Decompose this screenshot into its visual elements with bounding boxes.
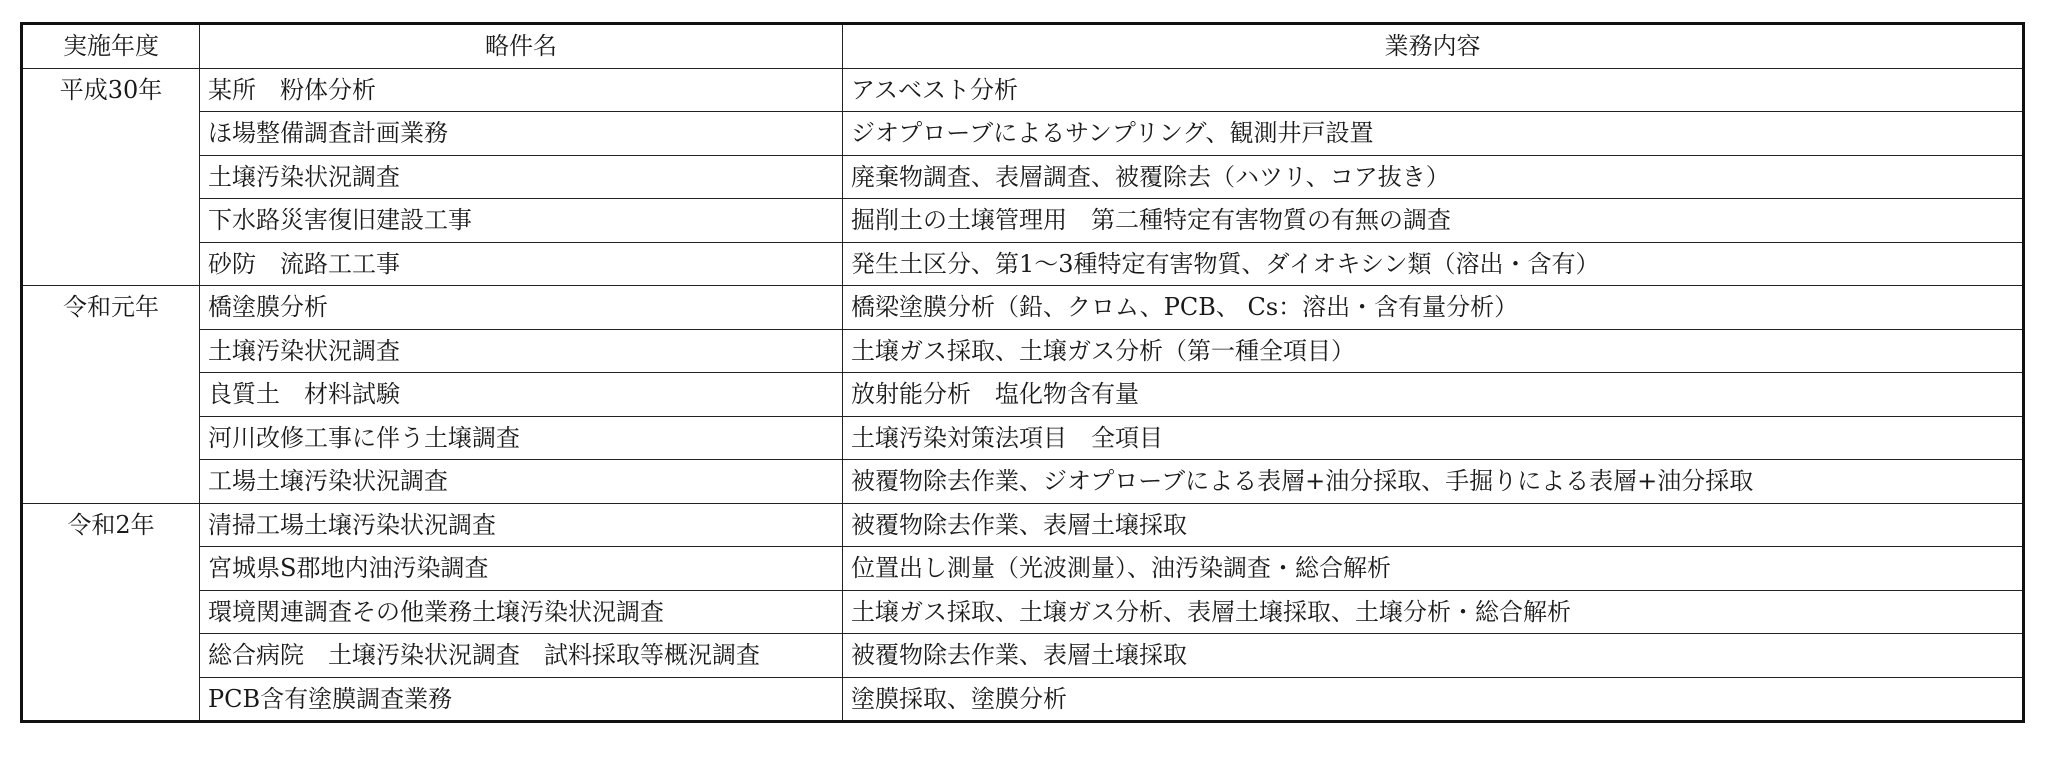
table-row — [22, 286, 2024, 330]
project-name-cell: 工場土壌汚染状況調査 — [200, 460, 843, 504]
project-name-cell: 宮城県S郡地内油汚染調査 — [200, 547, 843, 591]
table-row — [22, 329, 2024, 373]
table-row — [22, 199, 2024, 243]
work-content-cell: 放射能分析 塩化物含有量 — [843, 373, 2024, 417]
project-name-cell: 河川改修工事に伴う土壌調査 — [200, 416, 843, 460]
year-cell: 令和2年 — [22, 503, 200, 722]
project-name-cell: 橋塗膜分析 — [200, 286, 843, 330]
table-container — [20, 22, 2022, 723]
table-row — [22, 68, 2024, 112]
header-year: 実施年度 — [22, 24, 200, 69]
work-content-cell: ジオプローブによるサンプリング、観測井戸設置 — [843, 112, 2024, 156]
project-name-cell: 土壌汚染状況調査 — [200, 329, 843, 373]
year-cell: 平成30年 — [22, 68, 200, 286]
work-content-cell: 塗膜採取、塗膜分析 — [843, 677, 2024, 722]
project-table — [20, 22, 2025, 723]
header-work-content: 業務内容 — [843, 24, 2024, 69]
project-name-cell: 環境関連調査その他業務土壌汚染状況調査 — [200, 590, 843, 634]
work-content-cell: 掘削土の土壌管理用 第二種特定有害物質の有無の調査 — [843, 199, 2024, 243]
project-name-cell: 土壌汚染状況調査 — [200, 155, 843, 199]
table-row — [22, 503, 2024, 547]
work-content-cell: 橋梁塗膜分析（鉛、クロム、PCB、 Cs：溶出・含有量分析） — [843, 286, 2024, 330]
work-content-cell: 土壌ガス採取、土壌ガス分析（第一種全項目） — [843, 329, 2024, 373]
work-content-cell: アスベスト分析 — [843, 68, 2024, 112]
project-name-cell: PCB含有塗膜調査業務 — [200, 677, 843, 722]
work-content-cell: 被覆物除去作業、表層土壌採取 — [843, 634, 2024, 678]
project-name-cell: 総合病院 土壌汚染状況調査 試料採取等概況調査 — [200, 634, 843, 678]
table-row — [22, 547, 2024, 591]
work-content-cell: 被覆物除去作業、表層土壌採取 — [843, 503, 2024, 547]
work-content-cell: 発生土区分、第1～3種特定有害物質、ダイオキシン類（溶出・含有） — [843, 242, 2024, 286]
work-content-cell: 位置出し測量（光波測量）、油汚染調査・総合解析 — [843, 547, 2024, 591]
table-row — [22, 155, 2024, 199]
table-row — [22, 242, 2024, 286]
work-content-cell: 廃棄物調査、表層調査、被覆除去（ハツリ、コア抜き） — [843, 155, 2024, 199]
table-row — [22, 460, 2024, 504]
work-content-cell: 土壌ガス採取、土壌ガス分析、表層土壌採取、土壌分析・総合解析 — [843, 590, 2024, 634]
table-row — [22, 677, 2024, 722]
project-name-cell: ほ場整備調査計画業務 — [200, 112, 843, 156]
project-name-cell: 清掃工場土壌汚染状況調査 — [200, 503, 843, 547]
table-row — [22, 634, 2024, 678]
work-content-cell: 土壌汚染対策法項目 全項目 — [843, 416, 2024, 460]
project-name-cell: 良質土 材料試験 — [200, 373, 843, 417]
table-row — [22, 416, 2024, 460]
work-content-cell: 被覆物除去作業、ジオプローブによる表層+油分採取、手掘りによる表層+油分採取 — [843, 460, 2024, 504]
project-name-cell: 下水路災害復旧建設工事 — [200, 199, 843, 243]
table-row — [22, 373, 2024, 417]
project-name-cell: 砂防 流路工工事 — [200, 242, 843, 286]
table-row — [22, 590, 2024, 634]
year-cell: 令和元年 — [22, 286, 200, 504]
table-row — [22, 112, 2024, 156]
header-row — [22, 24, 2024, 69]
project-name-cell: 某所 粉体分析 — [200, 68, 843, 112]
header-project-name: 略件名 — [200, 24, 843, 69]
